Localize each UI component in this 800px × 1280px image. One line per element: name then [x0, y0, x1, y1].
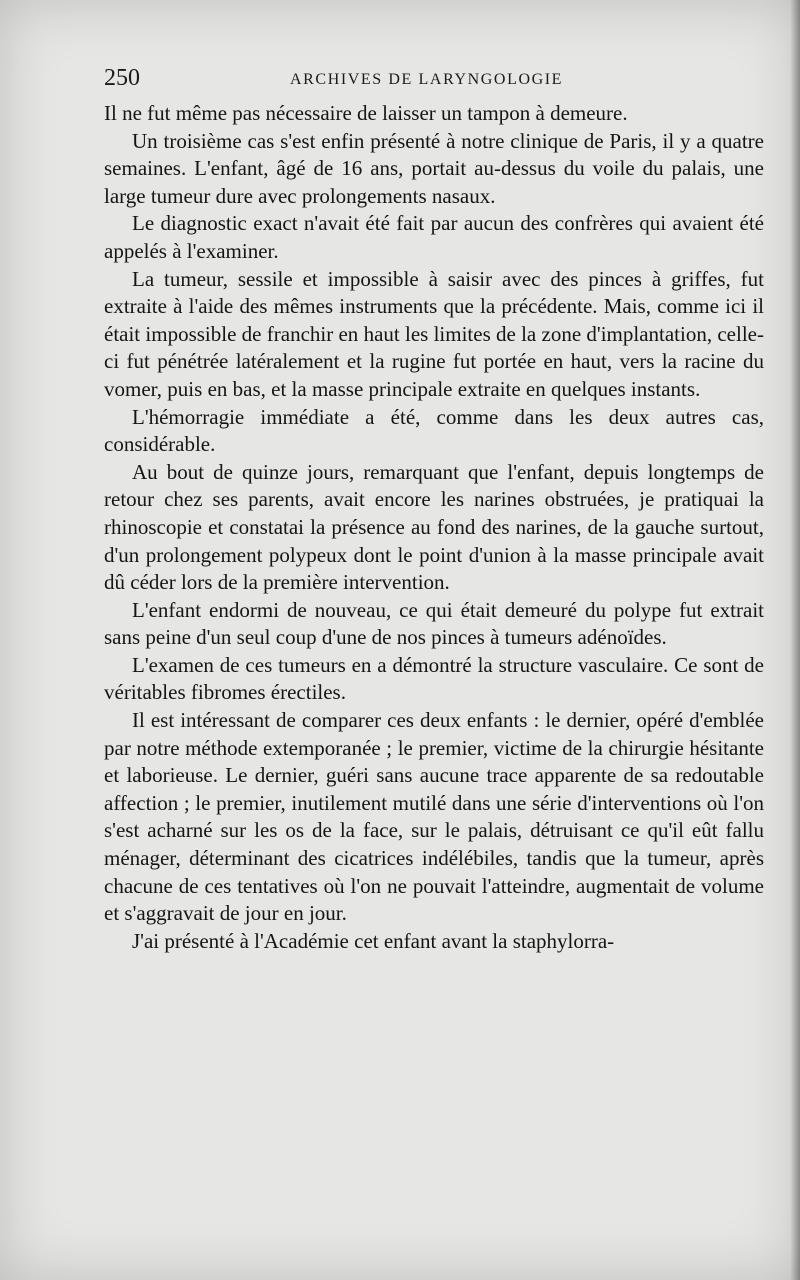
paragraph: La tumeur, sessile et impossible à saisir avec des pinces à griffes, fut extraite à l'aide des mêmes instruments que la précédente. Mais, comme ici il était impossible de franchir en haut les limites de la zone d'implantation, celle-ci fut pénétrée latéralement et la rugine fut portée en haut, vers la racine du vomer, puis en bas, et la masse principale extraite en quelques instants.	[104, 266, 764, 401]
running-head	[104, 62, 764, 94]
paragraph: L'examen de ces tumeurs en a démontré la structure vasculaire. Ce sont de véritables fibromes érectiles.	[104, 652, 764, 705]
body-text	[104, 100, 764, 955]
page-number: 250	[104, 65, 140, 91]
journal-title: ARCHIVES DE LARYNGOLOGIE	[290, 71, 564, 88]
paragraph: Au bout de quinze jours, remarquant que l'enfant, depuis longtemps de retour chez ses parents, avait encore les narines obstruées, je pratiquai la rhinoscopie et constatai la présence au fond des narines, de la gauche surtout, d'un prolongement polypeux dont le point d'union à la masse principale avait dû céder lors de la première intervention.	[104, 459, 764, 595]
paragraph: J'ai présenté à l'Académie cet enfant avant la staphylorra-	[132, 928, 615, 953]
paragraph: Il est intéressant de comparer ces deux enfants : le dernier, opéré d'emblée par notre méthode extemporanée ; le premier, victime de la chirurgie hésitante et laborieuse. Le dernier, guéri sans aucune trace apparente de sa redoutable affection ; le premier, inutilement mutilé dans une série d'interventions où l'on s'est acharné sur les os de la face, sur le palais, détruisant ce qu'il eût fallu ménager, déterminant des cicatrices indélébiles, tandis que la tumeur, après chacune de ces tentatives où l'on ne pouvait l'atteindre, augmentait de volume et s'aggravait de jour en jour.	[104, 708, 764, 926]
paragraph: Il ne fut même pas nécessaire de laisser un tampon à demeure.	[104, 101, 628, 125]
paragraph: L'enfant endormi de nouveau, ce qui était demeuré du polype fut extrait sans peine d'un seul coup d'une de nos pinces à tumeurs adénoïdes.	[104, 597, 764, 650]
page-edge-shadow	[790, 0, 800, 1280]
paragraph: L'hémorragie immédiate a été, comme dans les deux autres cas, considérable.	[104, 404, 764, 457]
paragraph: Le diagnostic exact n'avait été fait par aucun des confrères qui avaient été appelés à l'examiner.	[104, 211, 764, 263]
paragraph: Un troisième cas s'est enfin présenté à notre clinique de Paris, il y a quatre semaines. L'enfant, âgé de 16 ans, portait au-dessus du voile du palais, une large tumeur dure avec prolongements nasaux.	[104, 128, 764, 208]
